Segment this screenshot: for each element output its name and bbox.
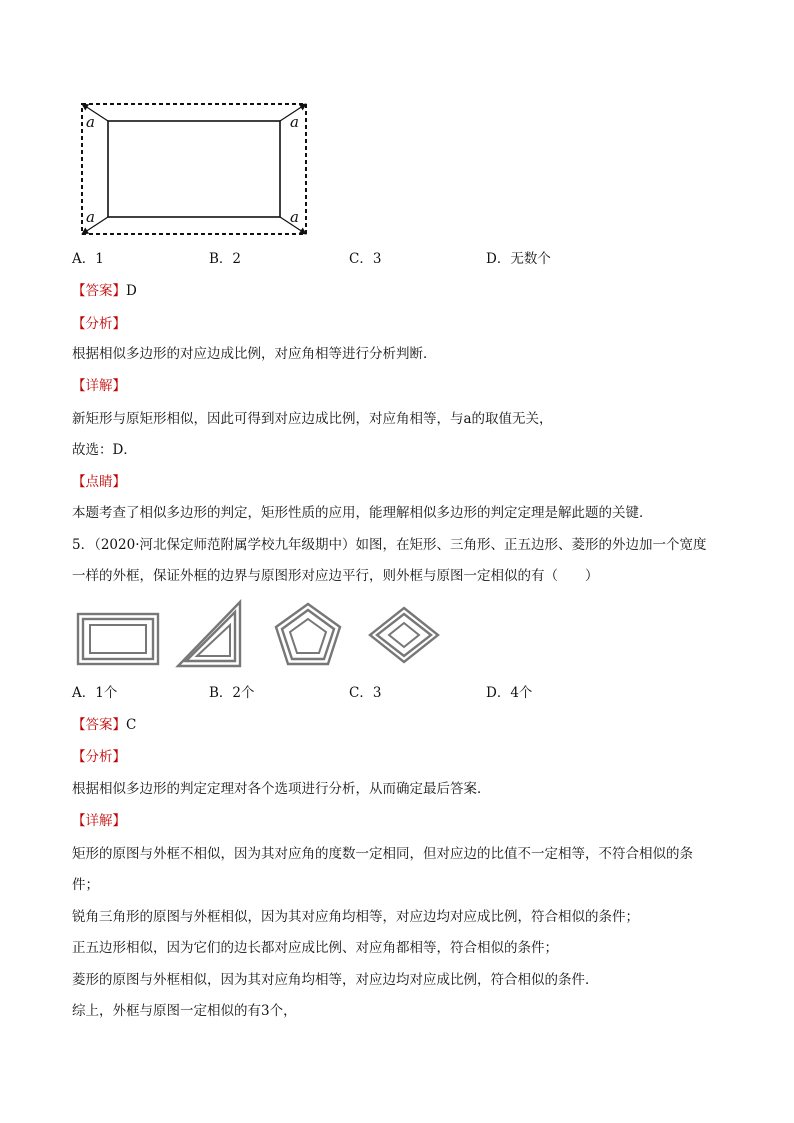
answer-value: C bbox=[126, 717, 137, 733]
q4-analysis-text: 根据相似多边形的对应边成比例，对应角相等进行分析判断． bbox=[72, 346, 437, 362]
side-label-a: a bbox=[290, 113, 299, 131]
q5-detail-line: 菱形的原图与外框相似，因为其对应角均相等，对应边均对应成比例，符合相似的条件． bbox=[72, 972, 599, 988]
q5-analysis-text: 根据相似多边形的判定定理对各个选项进行分析，从而确定最后答案． bbox=[72, 781, 491, 797]
framed-pentagon bbox=[276, 604, 340, 664]
outer-dashed-rectangle bbox=[82, 104, 306, 234]
q5-analysis-tag: 【分析】 bbox=[72, 749, 126, 765]
framed-rectangle bbox=[78, 614, 158, 664]
q4-analysis-tag: 【分析】 bbox=[72, 316, 126, 332]
q4-comment-tag: 【点睛】 bbox=[72, 474, 126, 490]
q5-detail-tag: 【详解】 bbox=[72, 813, 126, 829]
answer-tag: 【答案】 bbox=[72, 283, 126, 299]
q5-option-c: C．3 bbox=[349, 685, 382, 701]
q5-detail-line: 件； bbox=[72, 877, 99, 893]
framed-shapes-figure bbox=[72, 598, 442, 670]
q5-option-d: D．4个 bbox=[486, 685, 533, 701]
q5-answer bbox=[72, 715, 136, 735]
q5-option-a: A．1个 bbox=[72, 685, 118, 701]
q4-detail-line: 故选：D． bbox=[72, 442, 137, 458]
q5-detail-line: 综上，外框与原图一定相似的有3个， bbox=[72, 1003, 297, 1019]
q5-detail-line: 锐角三角形的原图与外框相似，因为其对应角均相等，对应边均对应成比例，符合相似的条件； bbox=[72, 909, 639, 925]
q5-stem: 一样的外框，保证外框的边界与原图形对应边平行，则外框与原图一定相似的有（ ） bbox=[72, 568, 599, 584]
q4-option-c: C．3 bbox=[349, 251, 382, 267]
q4-option-a: A．1 bbox=[72, 251, 104, 267]
q5-stem: 5．（2020·河北保定师范附属学校九年级期中）如图，在矩形、三角形、正五边形、菱形的外边加一个宽度 bbox=[72, 537, 707, 553]
answer-value: D bbox=[126, 283, 137, 299]
side-label-a: a bbox=[290, 208, 299, 226]
q4-comment-text: 本题考查了相似多边形的判定，矩形性质的应用，能理解相似多边形的判定定理是解此题的关键． bbox=[72, 505, 653, 521]
q4-detail-tag: 【详解】 bbox=[72, 378, 126, 394]
q5-detail-line: 矩形的原图与外框不相似，因为其对应角的度数一定相同，但对应边的比值不一定相等，不符合相似的条 bbox=[72, 846, 693, 862]
framed-rhombus bbox=[370, 608, 438, 662]
side-label-a: a bbox=[86, 208, 95, 226]
q5-detail-line: 正五边形相似，因为它们的边长都对应成比例、对应角都相等，符合相似的条件； bbox=[72, 940, 558, 956]
inner-rectangle bbox=[108, 121, 280, 217]
answer-tag: 【答案】 bbox=[72, 717, 126, 733]
rectangle-frame-figure bbox=[72, 96, 322, 244]
q4-detail-line: 新矩形与原矩形相似，因此可得到对应边成比例，对应角相等，与a的取值无关， bbox=[72, 411, 553, 427]
q5-option-b: B．2个 bbox=[209, 685, 255, 701]
q4-option-b: B．2 bbox=[209, 251, 242, 267]
framed-triangle bbox=[178, 602, 240, 666]
q4-option-d: D．无数个 bbox=[486, 251, 551, 267]
q4-answer bbox=[72, 281, 137, 301]
side-label-a: a bbox=[86, 113, 95, 131]
